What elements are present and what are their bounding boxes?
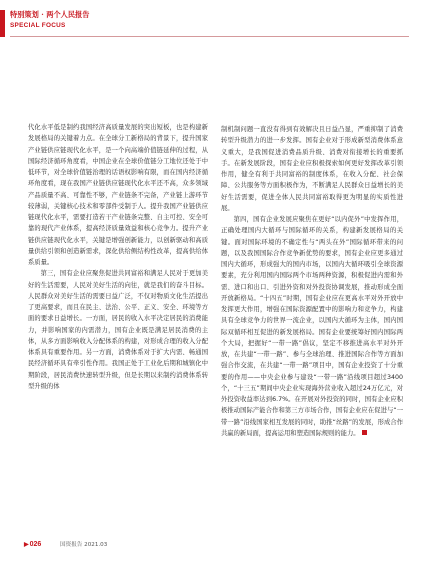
journal-name: 国资报告 2021.03 [60, 542, 108, 548]
paragraph [221, 214, 403, 439]
article-end-mark-icon [362, 430, 367, 435]
paragraph: 第三，国有企业应聚焦促进共同富裕和满足人民对于更加美好的生活需要，人民对美好生活的向往，就是我们的奋斗目标。人民群众对美好生活的需要日益广泛，不仅对物质文化生活提出了更高要求，而且在民主、法治、公平、正义、安全、环境等方面的要求日益增长。一方面，居民的收入水平决定居民的消费能力，并影响国家的内需潜力，国有企业既是满足居民消费的主体，从多方面影响收入分配体系的构建，对形成合理的收入分配体系具有重要作用。另一方面，消费体系对于扩大内需、畅通国民经济循环具有牵引性作用。我国正处于工业化后期和城镇化中期阶段，居民消费快速转型升级，但是长期以来制约消费体系转型升级的体 [28, 270, 208, 390]
left-column [28, 122, 208, 392]
paragraph: 制机制问题一直没有得到有效解决且日益凸显，严重抑制了消费转型升级潜力的进一步发挥。国有企业对于形成新型消费体系意义重大，是我国促进消费品质升级、消费对衔接增长的重要抓手。在新发展阶段，国有企业应积极探索如何更好发挥改革引领作用，健全有利于共同富裕的制度体系，在收入分配、社会保障、公共服务等方面积极作为，不断满足人民群众日益增长的美好生活需要，促进全体人民共同富裕取得更为明显的实质性进展。 [221, 126, 403, 212]
section-subtitle: SPECIAL FOCUS [10, 22, 66, 29]
paragraph: 代化水平低是制约我国经济高质量发展的突出短板，也是构建新发展格局的关键着力点。在全球分工新格局的背景下，提升国家产业链供应链现代化水平，是一个向高端价值链延伸的过程，从国际经济循环角度看，中国企业在全球价值链分工地位还处于中低环节，对全球价值链治理的话语权影响有限，而在国内经济循环角度看，现在我国产业链供应链现代化水平还不高，众多领域产品质量不高、可靠性不够，产业链条不完备，产业链上游环节较薄弱，关键核心技术和零部件受制于人。提升我国产业链供应链现代化水平，需要打造若干产业链条完整、自主可控、安全可靠的现代产业体系，提高经济质量效益和核心竞争力。提升产业链供应链现代化水平，关键是增强创新能力，以创新驱动和高质量供给引领和创造新需求，深化供给侧结构性改革，提高供给体系质量。 [28, 124, 208, 266]
paragraph-text: 第四，国有企业发展应聚焦在更好“以内促外”中发挥作用，正确处理国内大循环与国际循环的关系，构建新发展格局的关键。面对国际环境的不确定性与“两头在外”国际循环带来的问题，以及我国国际合作竞争新优势的要求，国有企业应更多通过国内大循环，形成强大的国内市场，以国内大循环吸引全球资源要素，充分利用国内国际两个市场两种资源，积极促进内需和外需、进口和出口、引进外资和对外投资协调发展，推动形成全面开放新格局。“十四五”时期，国有企业应在更高水平对外开放中发挥更大作用，增强在国际资源配置中的影响力和竞争力，构建具有全球竞争力的世界一流企业，以国内大循环为主体，国内国际双循环相互促进的新发展格局。国有企业要统筹好国内国际两个大局，把握好“一带一路”倡议，坚定不移推进高水平对外开放，在共建“一带一路”、参与全球治理、推进国际合作等方面加强合作交流，在共建“一带一路”项目中，国有企业投资了十分重要的作用——中央企业参与建设“一带一路”沿线项目超过3400个，“十三五”期间中央企业实现海外营业收入超过24万亿元，对外投资收益率达到6.7%。在开展对外投资的同时，国有企业应积极推动国际产能合作和第三方市场合作，国有企业应在促进与“一带一路”沿线国家相互发展的同时，助推“丝路”的发展，形成合作共赢的新局面，提高运用和塑造国际规则的能力。 [221, 216, 403, 437]
page-header [0, 0, 427, 44]
right-column [221, 124, 403, 439]
header-divider [10, 36, 409, 37]
section-accent-bar [0, 10, 5, 37]
page-footer [24, 540, 404, 554]
page-number-text: 026 [29, 541, 42, 548]
page-number [24, 540, 41, 550]
section-title: 特别策划 · 两个人民报告 [10, 10, 90, 19]
page-arrow-icon: ▶ [24, 542, 29, 548]
